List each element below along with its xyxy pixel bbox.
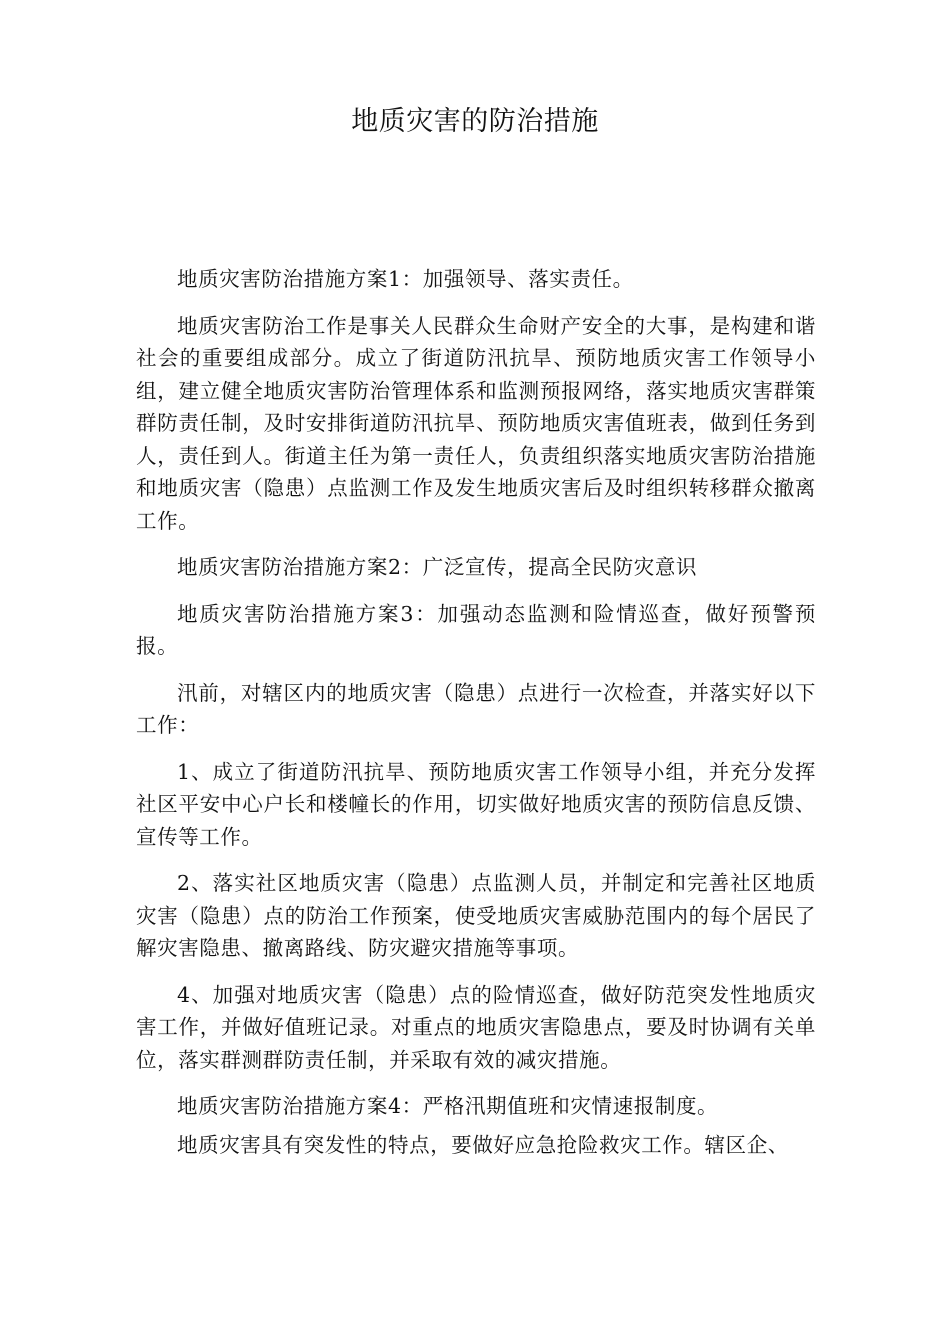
paragraph-plan-3-heading: 地质灾害防治措施方案3：加强动态监测和险情巡查，做好预警预报。: [136, 601, 816, 658]
paragraph-plan-4-heading: 地质灾害防治措施方案4：严格汛期值班和灾情速报制度。: [177, 1094, 719, 1118]
paragraph-item-2: 2、落实社区地质灾害（隐患）点监测人员，并制定和完善社区地质灾害（隐患）点的防治工作预案，使受地质灾害威胁范围内的每个居民了解灾害隐患、撤离路线、防灾避灾措施等事项。: [136, 871, 816, 960]
paragraph-pre-flood-check: 汛前，对辖区内的地质灾害（隐患）点进行一次检查，并落实好以下工作：: [136, 680, 816, 737]
document-body: [136, 263, 816, 1175]
paragraph-plan-2-heading: 地质灾害防治措施方案2：广泛宣传，提高全民防灾意识: [177, 555, 698, 579]
paragraph-item-1: 1、成立了街道防汛抗旱、预防地质灾害工作领导小组，并充分发挥社区平安中心户长和楼幢长的作用，切实做好地质灾害的预防信息反馈、宣传等工作。: [136, 759, 816, 849]
paragraph-plan-1-heading: 地质灾害防治措施方案1：加强领导、落实责任。: [177, 267, 634, 291]
paragraph-plan-4-body: 地质灾害具有突发性的特点，要做好应急抢险救灾工作。辖区企、: [177, 1132, 789, 1157]
document-title: 地质灾害的防治措施: [351, 106, 599, 137]
paragraph-item-4: 4、加强对地质灾害（隐患）点的险情巡查，做好防范突发性地质灾害工作，并做好值班记录。对重点的地质灾害隐患点，要及时协调有关单位，落实群测群防责任制，并采取有效的减灾措施。: [136, 982, 816, 1072]
paragraph-plan-1-body: 地质灾害防治工作是事关人民群众生命财产安全的大事，是构建和谐社会的重要组成部分。成立了街道防汛抗旱、预防地质灾害工作领导小组，建立健全地质灾害防治管理体系和监测预报网络，落实地质灾害群策群防责任制，及时安排街道防汛抗旱、预防地质灾害值班表，做到任务到人，责任到人。街道主任为第一责任人，负责组织落实地质灾害防治措施和地质灾害（隐患）点监测工作及发生地质灾害后及时组织转移群众撤离工作。: [136, 313, 816, 533]
